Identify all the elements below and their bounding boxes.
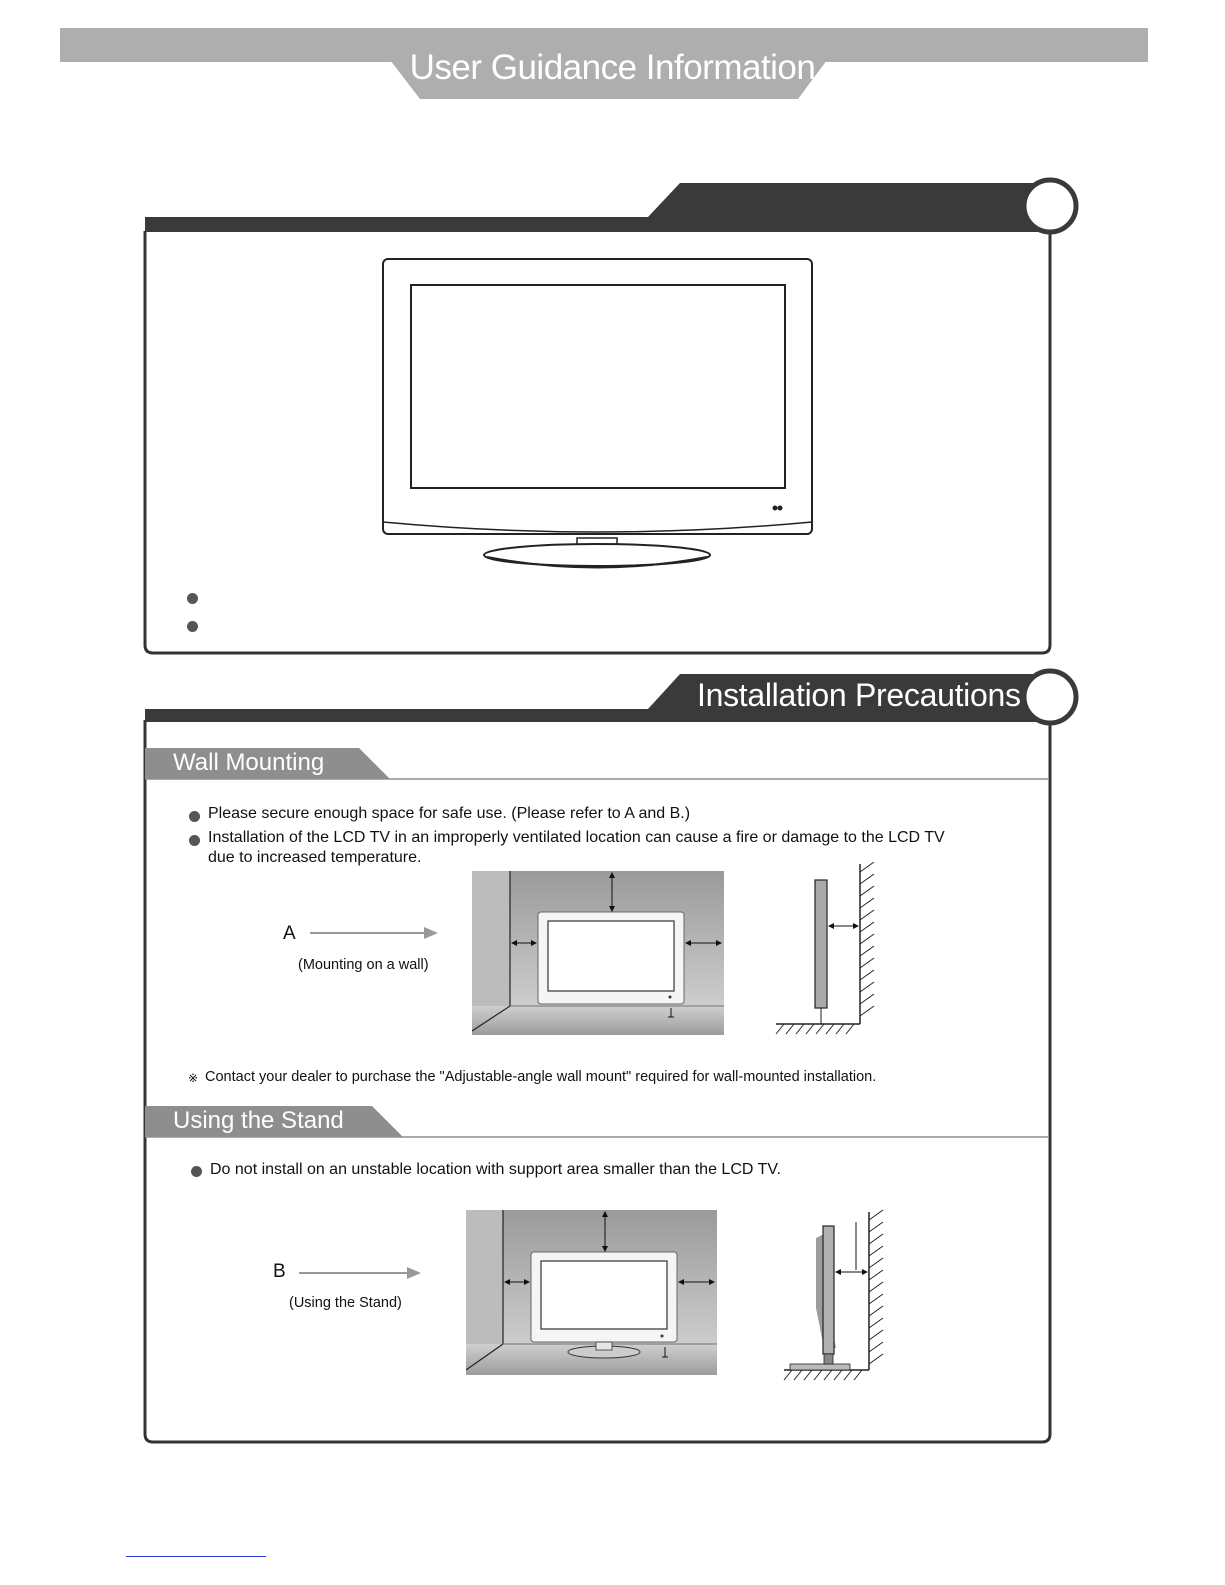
- bullet-dot: [191, 1166, 202, 1177]
- using-stand-title: Using the Stand: [173, 1107, 344, 1134]
- wall-bullet-2-cont: due to increased temperature.: [208, 849, 422, 866]
- note-symbol: ※: [188, 1071, 199, 1085]
- tv-illustration: [370, 250, 830, 575]
- figure-a-caption: (Mounting on a wall): [298, 957, 429, 973]
- bullet-dot: [187, 593, 198, 604]
- figure-b-label: B: [273, 1261, 286, 1282]
- bullet-dot: [187, 621, 198, 632]
- arrow-icon: [297, 1264, 429, 1282]
- page-title: User Guidance Information: [409, 48, 816, 87]
- bullet-dot: [189, 835, 200, 846]
- arrow-icon: [308, 924, 440, 942]
- wall-bullet-1: Please secure enough space for safe use. (Please refer to A and B.): [208, 805, 691, 822]
- stand-bullet: Do not install on an unstable location with support area smaller than the LCD TV.: [210, 1161, 781, 1178]
- stand-side-illustration: [780, 1208, 890, 1383]
- footer-link-line: [126, 1556, 266, 1557]
- stand-room-illustration: [466, 1210, 717, 1375]
- wall-mount-room-illustration: [472, 871, 724, 1035]
- section-title-installation: Installation Precautions: [697, 677, 1021, 713]
- figure-a-label: A: [283, 923, 296, 944]
- wall-bullet-2: Installation of the LCD TV in an improperly ventilated location can cause a fire or damage to the LCD TV: [208, 829, 945, 846]
- wall-mount-note: Contact your dealer to purchase the "Adjustable-angle wall mount" required for wall-mounted installation.: [205, 1069, 877, 1085]
- figure-b-caption: (Using the Stand): [289, 1295, 402, 1311]
- wall-mounting-title: Wall Mounting: [173, 749, 325, 776]
- wall-mount-side-illustration: [770, 862, 885, 1038]
- bullet-dot: [189, 811, 200, 822]
